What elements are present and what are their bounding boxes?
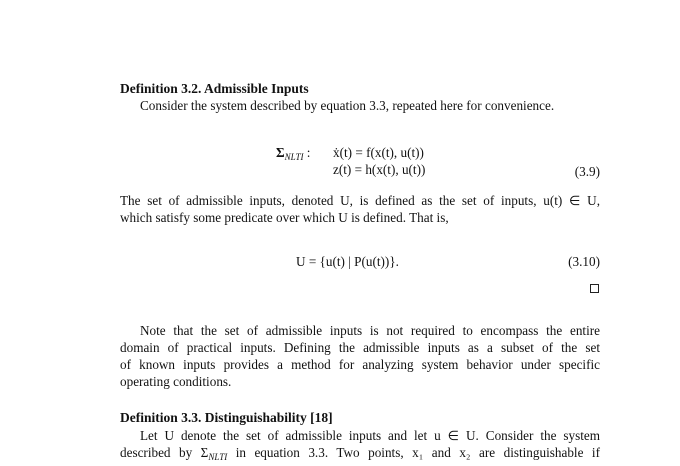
line-prefix: described by Σ [120,445,209,460]
equation-3-9-line-2: z(t) = h(x(t), u(t)) [333,162,426,177]
paragraph-line: The set of admissible inputs, denoted U, is defined as the set of inputs, u(t) ∈ U, [120,193,600,208]
paragraph-line: Let U denote the set of admissible inputs and let u ∈ U. Consider the system [140,428,600,443]
admissible-inputs-paragraph [120,192,600,226]
equation-3-9-number: (3.9) [574,164,600,179]
equation-3-9-line-1: ẋ(t) = f(x(t), u(t)) [333,145,424,160]
paragraph-line: which satisfy some predicate over which U is defined. That is, [120,210,449,225]
end-of-definition-square [590,284,599,293]
paragraph-line: operating conditions. [120,374,232,389]
paragraph-line: of known inputs provides a method for analyzing system behavior under specific [120,357,600,372]
equation-3-10: U = {u(t) | P(u(t))}. [296,254,399,269]
line-rest: in equation 3.3. Two points, x₁ and x₂ are distinguishable if [227,445,600,460]
sigma-symbol: Σ [276,145,285,160]
definition-3-2-intro: Consider the system described by equation 3.3, repeated here for convenience. [140,98,555,113]
equation-3-10-number: (3.10) [568,254,600,269]
paragraph-line [120,444,600,466]
sigma-subscript: NLTI [284,152,304,162]
definition-3-3-body [120,427,600,466]
definition-3-2-title: Definition 3.2. Admissible Inputs [120,81,309,96]
note-paragraph [120,322,600,390]
paragraph-line: Note that the set of admissible inputs is not required to encompass the entire [140,323,600,338]
equation-3-9-label [276,145,310,162]
equation-colon: : [306,145,311,160]
paragraph-line: domain of practical inputs. Defining the admissible inputs as a subset of the set [120,340,600,355]
definition-3-3-title: Definition 3.3. Distinguishability [18] [120,410,333,425]
sigma-subscript: NLTI [208,452,228,462]
